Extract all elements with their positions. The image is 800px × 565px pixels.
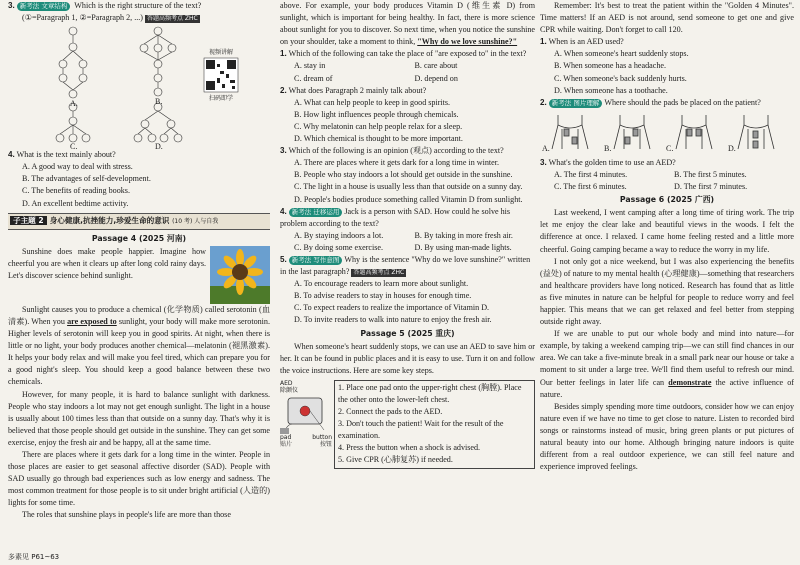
- svg-text:B.: B.: [604, 143, 612, 153]
- exposed-phrase: are exposed to: [67, 316, 117, 326]
- label-d: D.: [155, 142, 163, 150]
- option[interactable]: B. People who stay indoors a lot should get outside in the sunshine.: [294, 170, 513, 180]
- question-3: 3. 新考法 文章结构 Which is the right structure of the text?: [8, 1, 202, 10]
- diagram-a: [59, 27, 87, 98]
- torso-b-icon: [614, 115, 650, 149]
- question-3: 3. What's the golden time to use an AED?: [540, 157, 676, 167]
- p4-para3: However, for many people, it is hard to balance sunlight with darkness. People who stay indoors a lot may not get enough sunlight. The light in a house is usually about 100 times less than that outside on a sunny day. That's why it is believed that those people should get outside in the sunshine. They can get some exercise, enjoy the fresh air and be happy, all at the same time.: [8, 389, 270, 447]
- option[interactable]: B. By taking in more fresh air.: [414, 230, 513, 240]
- p5-remember: Remember: It's best to treat the patient within the "Golden 4 Minutes". Time matters! If an AED is not around, send someone to get one and give CPR while waiting. Don't forget to call 120.: [540, 1, 794, 35]
- step: 5. Give CPR (心肺复苏) if needed.: [338, 455, 453, 465]
- question-4: 4. What is the text mainly about?: [8, 150, 116, 160]
- svg-text:C.: C.: [666, 143, 674, 153]
- option[interactable]: A. When someone's heart suddenly stops.: [554, 49, 689, 59]
- sunflower-image: [210, 246, 270, 304]
- option[interactable]: B. care about: [414, 61, 458, 71]
- passage-6-title: Passage 6 (2025 广西): [619, 195, 715, 205]
- question-2: 2. 新考法 图片理解 Where should the pads be placed on the patient?: [540, 97, 761, 107]
- option[interactable]: C. The first 6 minutes.: [554, 182, 627, 192]
- option[interactable]: D. An excellent bedtime activity.: [22, 198, 129, 208]
- p4-para2: Sunlight causes you to produce a chemical (化学物质) called serotonin (血清素). When you are exposed to sunlight, your body will make more serotonin. Higher levels of serotonin will keep you in good spirits. At night, when there is little or no light, your body produces another chemical—melatonin (褪黑激素). It helps your body relax and will make you feel tired, which can prepare you for a good night's sleep. You should keep a good balance between these two chemicals.: [8, 304, 270, 387]
- svg-text:A.: A.: [542, 143, 550, 153]
- p6-para1: Last weekend, I went camping after a long time of tiring work. The trip let me enjoy the clear lake and beautiful views in the woods. I felt the difference at once. I relaxed. I came home feeling rested and a little more cheerful. Going camping became a way to reduce the worry in my life.: [540, 208, 794, 254]
- option[interactable]: A. By staying indoors a lot.: [294, 230, 384, 240]
- aed-figure: AED 除颤仪 pad button 贴片 按钮: [280, 379, 332, 448]
- question-1: 1. When is an AED used?: [540, 37, 624, 47]
- option[interactable]: D. When someone has a toothache.: [554, 85, 668, 95]
- option[interactable]: C. Why melatonin can help people relax for a sleep.: [294, 121, 463, 131]
- p4-para5: The roles that sunshine plays in people's life are more than those: [22, 510, 231, 520]
- torso-c-icon: [676, 115, 712, 149]
- option[interactable]: C. dream of: [294, 73, 333, 83]
- label-b: B.: [155, 97, 163, 107]
- option[interactable]: B. How light influences people through chemicals.: [294, 109, 459, 119]
- p4-continued: above. For example, your body produces Vitamin D (维生素 D) from sunlight, which is important for being healthy. In fact, there is more science about sunlight for you to discover. So next time, when you notice the sunshine on your shoulder, take a moment to think, "Why do we love sunshine?": [280, 1, 535, 47]
- diagram-b: [140, 27, 176, 96]
- step: 2. Connect the pads to the AED.: [338, 407, 443, 417]
- option[interactable]: B. When someone has a headache.: [554, 61, 666, 71]
- option[interactable]: D. People's bodies produce something called Vitamin D from sunlight.: [294, 194, 523, 204]
- highfreq-box: 答题高频考点 ZHC: [147, 15, 198, 23]
- question-4: 4. 新考法 迁移运用 Jack is a person with SAD. How could he solve his problem according to the text?: [280, 206, 511, 228]
- question-2: 2. What does Paragraph 2 mainly talk about?: [280, 85, 427, 95]
- p4-para1: Sunshine does make people happier. Imagine how cheerful you are when it clears up after long cold rainy days. Let's discover science behind sunlight.: [8, 246, 206, 281]
- question-1: 1. Which of the following can take the place of "are exposed to" in the text?: [280, 49, 527, 59]
- question-3: 3. Which of the following is an opinion (观点) according to the text?: [280, 146, 504, 156]
- option[interactable]: C. To expect readers to realize the importance of Vitamin D.: [294, 303, 490, 313]
- p4-para4: There are places where it gets dark for a long time in the winter. People in those places are easier to get seasonal affective disorder (SAD). People with SAD usually go through bad experiences such as low energy and sadness. The most common treatment for those people is to sit under bright artificial (人造的) lights for some time.: [8, 449, 270, 508]
- torso-a-icon: [552, 115, 588, 149]
- question-5: 5. 新考法 写作意图 Why is the sentence "Why do we love sunshine?" written in the last paragraph? 答题高频考点 ZHC: [280, 254, 531, 277]
- option[interactable]: A. stay in: [294, 61, 326, 71]
- option[interactable]: D. The first 7 minutes.: [674, 182, 748, 192]
- column-right: [540, 0, 794, 565]
- aed-steps-box: [334, 380, 535, 469]
- option[interactable]: D. To invite readers to walk into nature to enjoy the fresh air.: [294, 315, 492, 325]
- step: 3. Don't touch the patient! Wait for the result of the examination.: [338, 419, 504, 441]
- option[interactable]: C. The benefits of reading books.: [22, 186, 130, 196]
- option[interactable]: B. The first 5 minutes.: [674, 169, 747, 179]
- label-c: C.: [70, 142, 78, 150]
- option[interactable]: C. When someone's back suddenly hurts.: [554, 73, 687, 83]
- p6-para2: I not only got a nice weekend, but I was also experiencing the benefits (益处) of nature to my mental health (心理健康)—something that researchers and healthcare providers have long noticed. Research has found that as little as five minutes in nature can be helpful for people to reduce worry and feel happier. This means that we can get relaxed and feel better from stepping outside right away.: [540, 256, 794, 327]
- svg-text:扫码即学: 扫码即学: [208, 95, 234, 103]
- demonstrate-word: demonstrate: [668, 377, 712, 387]
- option[interactable]: B. To advise readers to stay in houses for enough time.: [294, 291, 472, 301]
- p5-intro: When someone's heart suddenly stops, we can use an AED to save him or her. It can be found in public places and it is easy to use. Turn it on and follow the voice instructions. Here are some key steps.: [280, 341, 535, 375]
- option[interactable]: A. What can help people to keep in good spirits.: [294, 97, 451, 107]
- option[interactable]: B. The advantages of self-development.: [22, 174, 151, 184]
- torso-d-icon: [738, 115, 774, 149]
- p6-para4: Besides simply spending more time outdoors, consider how we can enjoy nature even if we have no time to get close to nature. Listen to recorded bird songs or rainstorms instead of music, bring green plants or put pictures of natural beauty into our home. Although bringing nature indoors is quite different from a real outdoor experience, we can still feel nature and experience improved feelings.: [540, 401, 794, 472]
- option[interactable]: C. By doing some exercise.: [294, 242, 384, 252]
- step: 4. Press the button when a shock is advised.: [338, 443, 481, 453]
- tree-diagrams: [8, 24, 258, 149]
- section-banner: 子主题 2 身心健康,抗挫能力,珍爱生命的意识 (10 考) 人与自我: [8, 213, 270, 230]
- option[interactable]: D. By using man-made lights.: [414, 242, 512, 252]
- svg-text:视频讲解: 视频讲解: [208, 49, 234, 57]
- diagram-d: [134, 103, 182, 142]
- option[interactable]: D. Which chemical is thought to be more important.: [294, 134, 463, 144]
- svg-text:D.: D.: [728, 143, 736, 153]
- option[interactable]: A. A good way to deal with stress.: [22, 162, 133, 172]
- pad-placement-images: [540, 109, 794, 157]
- passage-4-title: Passage 4 (2025 河南): [91, 233, 187, 243]
- option[interactable]: C. The light in a house is usually less than that outside on a sunny day.: [294, 182, 523, 192]
- label-a: A.: [70, 99, 78, 109]
- column-left: 3. 新考法 文章结构 Which is the right structure of the text? (①=Paragraph 1, ②=Paragraph 2, ...) 答题高频考点 ZHC A. B. C. D. 视频讲解 扫码即学 4. What is the text mainly about? A. A good way to deal with stress. B. The advantages of self-development. C. The benefits of reading books. D. An excellent bedtime activity. 子主题 2 身心健康,抗挫能力,珍爱生命的意识 (10 考) 人与自我 Passage 4 (2025 河南) Sunshine does make people happier. Imagine how cheerful you are when it clears up after long cold rainy days. Let's discover science behind sunlight. Sunlight causes you to produce a chemical (化学物质) called serotonin (血清素). When you are exposed to sunlight, your body will make more serotonin. Higher levels of serotonin will keep you in good spirits. At night, when there is little or no light, your body produces another chemical—melatonin (褪黑激素). It helps your body relax and will make you feel tired, which can prepare you for a good night's sleep. You should keep a good balance between these two chemicals. However, for many people, it is hard to balance sunlight with darkness. People who stay indoors a lot may not get enough sunlight. The light in a house is usually about 100 times less than that outside on a sunny day. That's why it is believed that those people should get outside in the sunshine. They can get some exercise, enjoy the fresh air and be happy, all at the same time. There are places where it gets dark for a long time in the winter. People in those places are easier to get seasonal affective disorder (SAD). People with SAD usually go through bad experiences such as low energy and sadness. The most common treatment for those people is to sit under bright artificial (人造的) lights for some time. The roles that sunshine plays in people's life are more than those 多素见 P61~63: [8, 0, 270, 565]
- page-footer: 多素见 P61~63: [8, 552, 60, 561]
- passage-5-title: Passage 5 (2025 重庆): [360, 328, 455, 338]
- p6-para3: If we are unable to put our whole body and mind into nature—for example, by taking a weekend camping trip—we can still find chances in our area. We can take a five-minute break in a small park near our house or take a moment to sit under a large tree. We'll find them useful to refresh our mind. Our better feelings in later life can demonstrate the active influence of nature.: [540, 329, 794, 399]
- column-middle: [280, 0, 535, 565]
- option[interactable]: A. The first 4 minutes.: [554, 169, 628, 179]
- qr-code[interactable]: [204, 58, 238, 92]
- step: 1. Place one pad onto the upper-right chest (胸膛). Place the other onto the lower-left chest.: [338, 382, 522, 404]
- aed-device-icon: [280, 394, 330, 434]
- new-type-tag: 新考法 文章结构: [17, 2, 71, 11]
- option[interactable]: A. There are places where it gets dark for a long time in winter.: [294, 158, 500, 168]
- option[interactable]: A. To encourage readers to learn more about sunlight.: [294, 279, 469, 289]
- option[interactable]: D. depend on: [414, 73, 458, 83]
- structure-diagrams: [8, 24, 270, 149]
- diagram-c: [56, 103, 90, 142]
